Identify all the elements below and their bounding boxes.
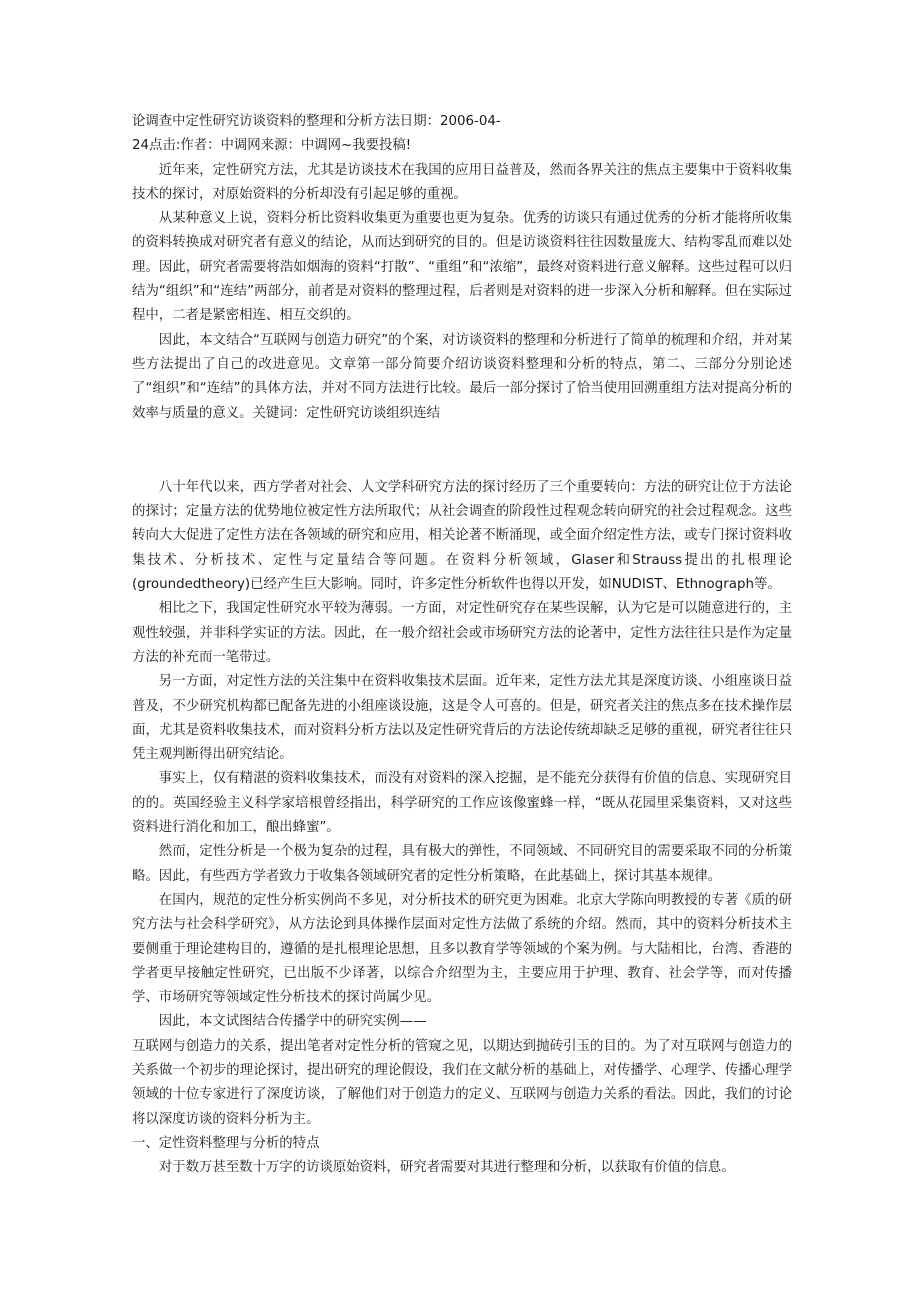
body-paragraph-2: 相比之下，我国定性研究水平较为薄弱。一方面，对定性研究存在某些误解，认为它是可以随意进行的，主观性较强，并非科学实证的方法。因此，在一般介绍社会或市场研究方法的论著中，定性方法往往只是作为定量方法的补充而一笔带过。 [132,601,792,665]
article-meta-line: 24点击:作者：中调网来源：中调网~我要投稿! [132,138,412,154]
final-paragraph: 对于数万甚至数十万字的访谈原始资料，研究者需要对其进行整理和分析，以获取有价值的信息。 [158,1160,735,1176]
document-page [132,110,792,1180]
intro-paragraph-1: 近年来，定性研究方法，尤其是访谈技术在我国的应用日益普及，然而各界关注的焦点主要集中于资料收集技术的探讨，对原始资料的分析却没有引起足够的重视。 [132,162,792,202]
continuation-paragraph: 互联网与创造力的关系，提出笔者对定性分析的管窥之见，以期达到抛砖引玉的目的。为了对互联网与创造力的关系做一个初步的理论探讨，提出研究的理论假设，我们在文献分析的基础上，对传播学、心理学、传播心理学领域的十位专家进行了深度访谈，了解他们对于创造力的定义、互联网与创造力关系的看法。因此，我们的讨论将以深度访谈的资料分析为主。 [132,1038,792,1127]
article-title-line: 论调查中定性研究访谈资料的整理和分析方法日期：2006-04- [132,114,501,129]
section-heading: 一、定性资料整理与分析的特点 [132,1135,320,1151]
body-paragraph-7: 因此，本文试图结合传播学中的研究实例—— [158,1014,427,1030]
body-paragraph-4: 事实上，仅有精湛的资料收集技术，而没有对资料的深入挖掘，是不能充分获得有价值的信息、实现研究目的的。英国经验主义科学家培根曾经指出，科学研究的工作应该像蜜蜂一样，“既从花园里采集资料，又对这些资料进行消化和加工，酿出蜂蜜”。 [132,771,792,836]
body-paragraph-5: 然而，定性分析是一个极为复杂的过程，具有极大的弹性，不同领域、不同研究目的需要采取不同的分析策略。因此，有些西方学者致力于收集各领域研究者的定性分析策略，在此基础上，探讨其基本规律。 [132,844,792,884]
intro-paragraph-2: 从某种意义上说，资料分析比资料收集更为重要也更为复杂。优秀的访谈只有通过优秀的分析才能将所收集的资料转换成对研究者有意义的结论，从而达到研究的目的。但是访谈资料往往因数量庞大、结构零乱而难以处理。因此，研究者需要将浩如烟海的资料“打散”、“重组”和“浓缩”，最终对资料进行意义解释。这些过程可以归结为“组织”和“连结”两部分，前者是对资料的整理过程，后者则是对资料的进一步深入分析和解释。但在实际过程中，二者是紧密相连、相互交织的。 [132,211,792,324]
section-gap [132,426,792,476]
body-paragraph-3: 另一方面，对定性方法的关注集中在资料收集技术层面。近年来，定性方法尤其是深度访谈、小组座谈日益普及，不少研究机构都已配备先进的小组座谈设施，这是令人可喜的。但是，研究者关注的焦点多在技术操作层面，尤其是资料收集技术，而对资料分析方法以及定性研究背后的方法论传统却缺乏足够的重视，研究者往往只凭主观判断得出研究结论。 [132,674,792,763]
intro-paragraph-3: 因此，本文结合“互联网与创造力研究”的个案，对访谈资料的整理和分析进行了简单的梳理和介绍，并对某些方法提出了自己的改进意见。文章第一部分简要介绍访谈资料整理和分析的特点，第二、三部分分别论述了“组织”和“连结”的具体方法，并对不同方法进行比较。最后一部分探讨了恰当使用回溯重组方法对提高分析的效率与质量的意义。关键词：定性研究访谈组织连结 [132,332,792,421]
body-paragraph-1: 八十年代以来，西方学者对社会、人文学科研究方法的探讨经历了三个重要转向：方法的研究让位于方法论的探讨；定量方法的优势地位被定性方法所取代；从社会调查的阶段性过程观念转向研究的社会过程观念。这些转向大大促进了定性方法在各领域的研究和应用，相关论著不断涌现，或全面介绍定性方法，或专门探讨资料收集技术、分析技术、定性与定量结合等问题。在资料分析领域，Glaser和Strauss提出的扎根理论(groundedtheory)已经产生巨大影响。同时，许多定性分析软件也得以开发，如NUDIST、Ethnograph等。 [132,479,792,593]
body-paragraph-6: 在国内，规范的定性分析实例尚不多见，对分析技术的研究更为困难。北京大学陈向明教授的专著《质的研究方法与社会科学研究》，从方法论到具体操作层面对定性方法做了系统的介绍。然而，其中的资料分析技术主要侧重于理论建构目的，遵循的是扎根理论思想，且多以教育学等领域的个案为例。与大陆相比，台湾、香港的学者更早接触定性研究，已出版不少译著，以综合介绍型为主，主要应用于护理、教育、社会学等，而对传播学、市场研究等领域定性分析技术的探讨尚属少见。 [132,892,792,1006]
